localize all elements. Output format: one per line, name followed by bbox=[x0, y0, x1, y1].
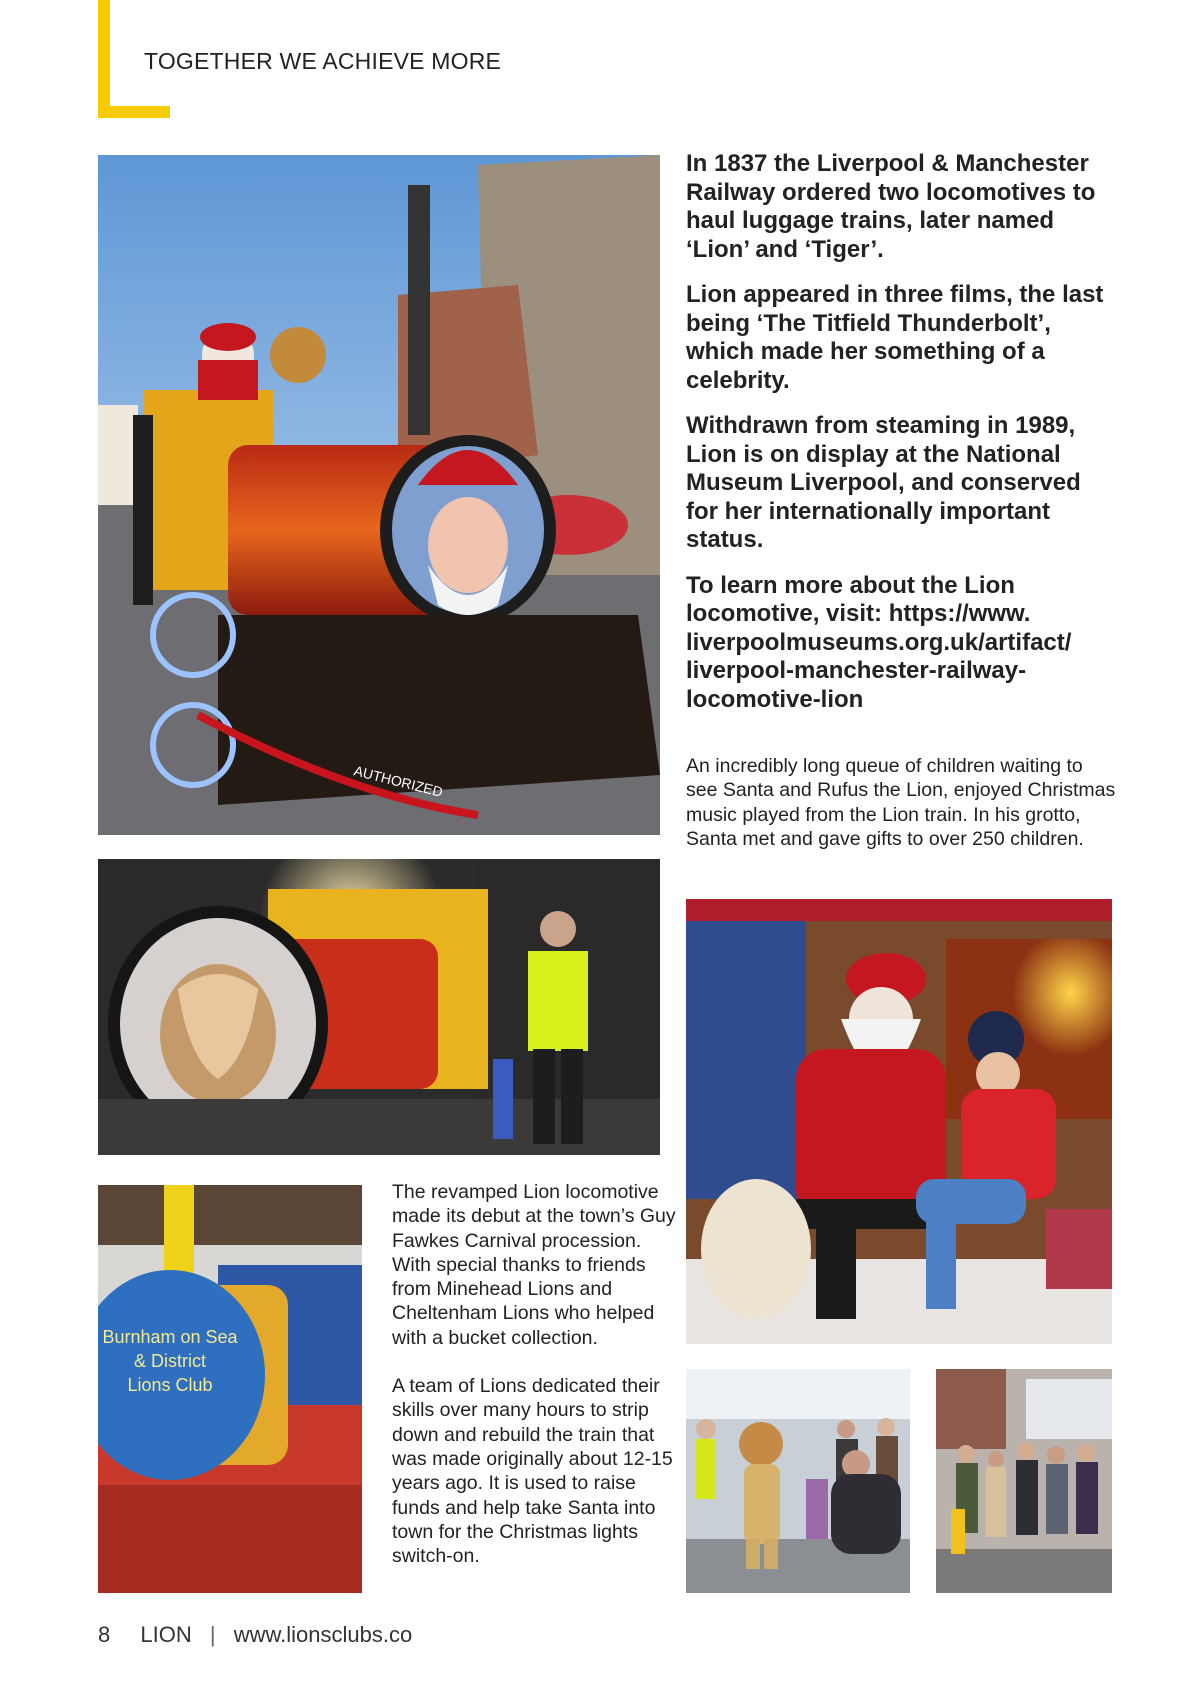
middle-column-text bbox=[392, 1180, 682, 1592]
drum-text-line-3: Lions Club bbox=[127, 1375, 213, 1395]
debut-paragraph: The revamped Lion locomotive made its debut at the town’s Guy Fawkes Carnival procession. With special thanks to friends from Minehead Lions and Cheltenham Lions who helped with a bucket collection. bbox=[392, 1181, 676, 1349]
page-footer bbox=[98, 1622, 412, 1648]
photo-santa-on-lion-train bbox=[98, 155, 660, 835]
page-header-tagline: TOGETHER WE ACHIEVE MORE bbox=[144, 48, 502, 74]
rebuild-paragraph: A team of Lions dedicated their skills over many hours to strip down and rebuild the train that was made originally about 12-15 years ago. It is used to raise funds and help take Santa into town for the Christmas lights switch-on. bbox=[392, 1375, 673, 1568]
corner-accent-horizontal bbox=[98, 106, 170, 118]
photo-lion-costume-crowd bbox=[686, 1369, 910, 1593]
lion-learn-more-paragraph: To learn more about the Lion locomotive, visit: https://www. liverpoolmuseums.org.uk/artifact/ liverpool-manchester-railway- locomotive-lion bbox=[686, 571, 1072, 713]
photo-santa-grotto bbox=[686, 899, 1112, 1344]
drum-text-line-2: & District bbox=[134, 1351, 206, 1371]
corner-accent-vertical bbox=[98, 0, 110, 118]
lion-history-paragraph: In 1837 the Liverpool & Manchester Railway ordered two locomotives to haul luggage trains, later named ‘Lion’ and ‘Tiger’. bbox=[686, 150, 1096, 263]
photo-lion-drum-and-volunteer bbox=[98, 859, 660, 1155]
photo-queue-of-people bbox=[936, 1369, 1112, 1593]
page-number: 8 bbox=[98, 1622, 111, 1647]
photo-original-train-workshop bbox=[98, 1185, 362, 1593]
footer-separator: | bbox=[209, 1622, 216, 1647]
lion-films-paragraph: Lion appeared in three films, the last being ‘The Titfield Thunderbolt’, which made her something of a celebrity. bbox=[686, 281, 1104, 394]
drum-text-line-1: Burnham on Sea bbox=[102, 1327, 238, 1347]
magazine-name: LION bbox=[140, 1622, 192, 1647]
right-column-text bbox=[686, 150, 1116, 731]
queue-caption: An incredibly long queue of children waiting to see Santa and Rufus the Lion, enjoyed Christmas music played from the Lion train. In his grotto, Santa met and gave gifts to over 250 children. bbox=[686, 755, 1116, 850]
footer-url: www.lionsclubs.co bbox=[233, 1622, 413, 1647]
authorized-sign-text: AUTHORIZED bbox=[352, 762, 445, 800]
lion-museum-paragraph: Withdrawn from steaming in 1989, Lion is on display at the National Museum Liverpool, and conserved for her internationally important status. bbox=[686, 412, 1081, 553]
